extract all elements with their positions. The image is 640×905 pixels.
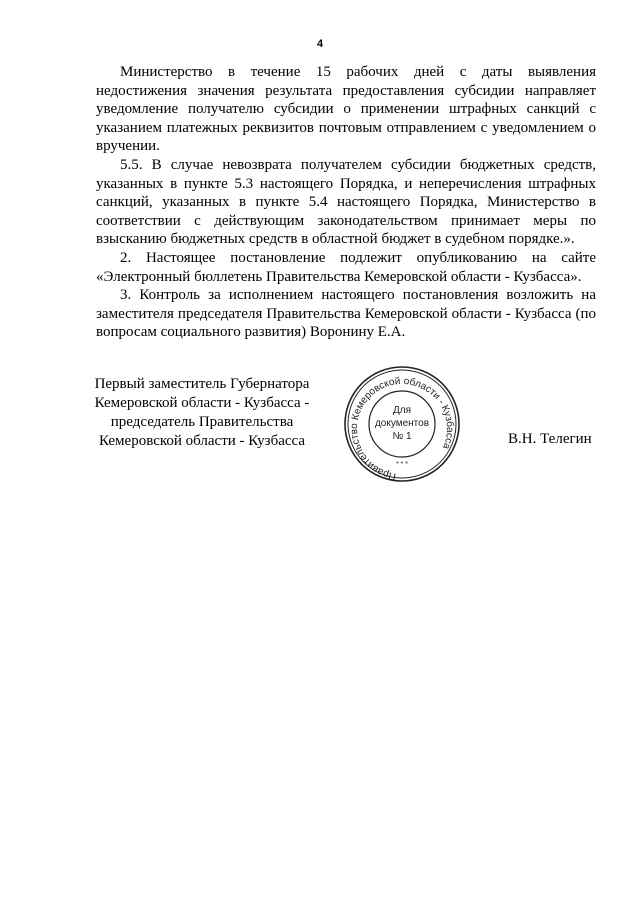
signatory-title-line: Кемеровской области - Кузбасса - [94, 395, 310, 411]
signatory-title-line: Кемеровской области - Кузбасса [98, 433, 306, 449]
paragraph-3-control: 3. Контроль за исполнением настоящего постановления возложить на заместителя председателя Правительства Кемеровской области - Кузбасса (по вопросам социального развития) Воронину Е.А. [96, 287, 596, 341]
stamp-stars: * * * [395, 461, 409, 468]
stamp-ring-text: Правительство Кемеровской области - Кузбасса [348, 375, 456, 482]
stamp-center-line: документов [374, 418, 430, 429]
stamp-center-line: Для [392, 405, 412, 416]
stamp-center-line: № 1 [392, 431, 412, 442]
signatory-title-line: Первый заместитель Губернатора [94, 376, 310, 392]
signatory-title [86, 375, 318, 451]
page-number: 4 [316, 38, 324, 50]
signatory-name: В.Н. Телегин [508, 431, 592, 447]
signatory-title-line: председатель Правительства [110, 414, 294, 430]
paragraph-5-5: 5.5. В случае невозврата получателем субсидии бюджетных средств, указанных в пункте 5.3 настоящего Порядка, и неперечисления штрафных санкций, указанных в пункте 5.4 настоящего Порядка, Министерство в соответствии с действующим законодательством принимает меры по взысканию бюджетных средств в областной бюджет в судебном порядке.». [96, 156, 596, 248]
body-text [96, 63, 596, 342]
paragraph-ministry-notice: Министерство в течение 15 рабочих дней с даты выявления недостижения значения результата предоставления субсидии направляет уведомление получателю субсидии о применении штрафных санкций с указанием платежных реквизитов почтовым отправлением с уведомлением о вручении. [96, 64, 596, 155]
official-stamp [339, 366, 465, 484]
paragraph-2-publication: 2. Настоящее постановление подлежит опубликованию на сайте «Электронный бюллетень Правительства Кемеровской области - Кузбасса». [96, 249, 596, 285]
